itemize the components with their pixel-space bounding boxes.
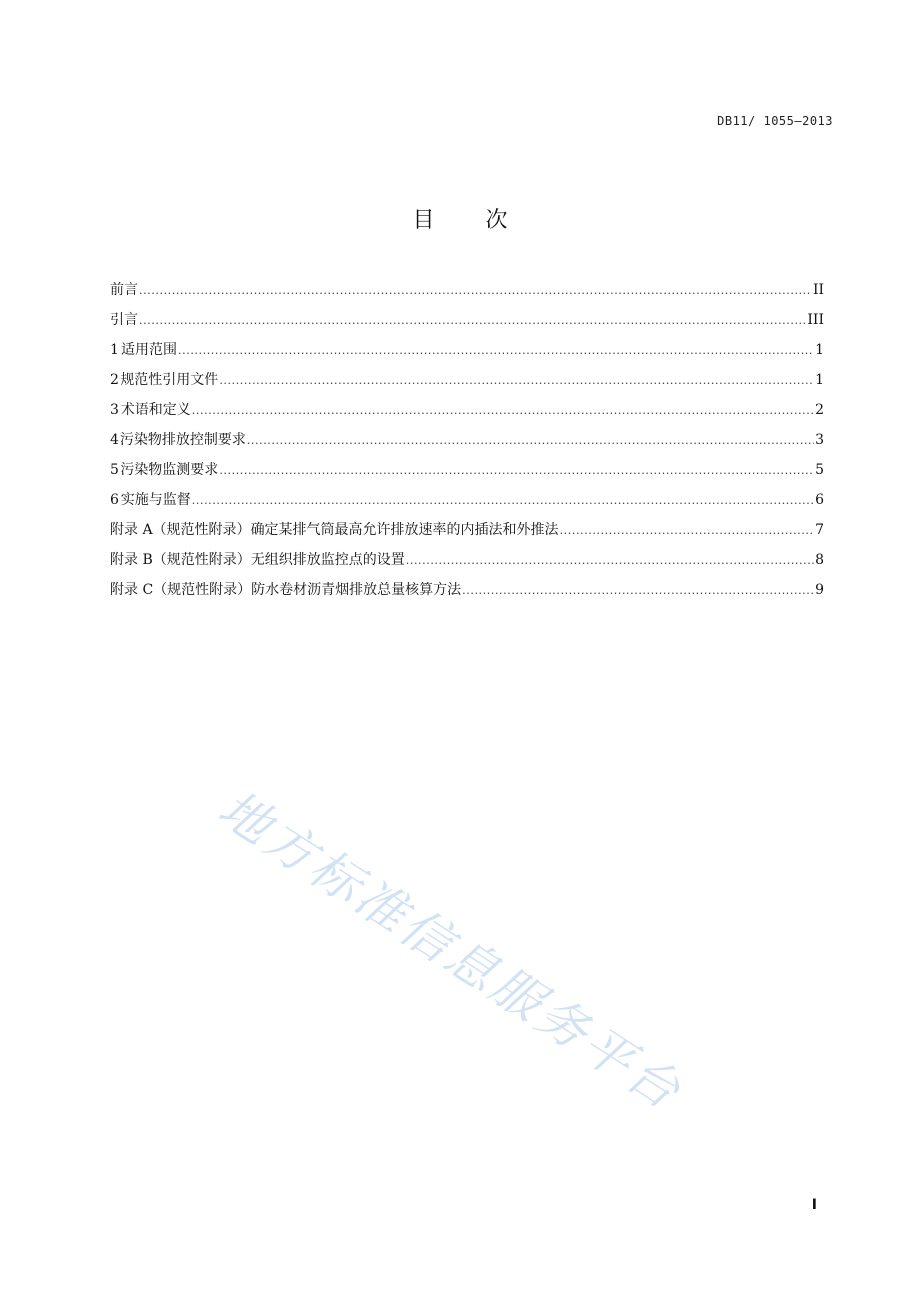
toc-leader-dots <box>192 490 814 512</box>
toc-entry-number: 6 <box>110 492 119 508</box>
toc-entry-text: 污染物监测要求 <box>120 462 219 478</box>
toc-entry-foreword[interactable] <box>110 279 824 309</box>
annex-label: 附录 A（规范性附录） <box>110 522 251 538</box>
toc-entry-page: 6 <box>815 492 824 508</box>
toc-entry-number: 3 <box>110 402 119 418</box>
toc-leader-dots <box>560 520 815 542</box>
toc-leader-dots <box>139 310 806 332</box>
page-number: I <box>811 1197 817 1213</box>
toc-entry-text: 防水卷材沥青烟排放总量核算方法 <box>251 582 462 598</box>
toc-entry-annex-c[interactable] <box>110 579 824 609</box>
toc-entry-text: 实施与监督 <box>120 492 191 508</box>
toc-entry-normative-references[interactable] <box>110 369 824 399</box>
toc-entry-page: 1 <box>815 372 824 388</box>
toc-entry-page: 2 <box>815 402 824 418</box>
toc-entry-text: 无组织排放监控点的设置 <box>250 552 405 568</box>
table-of-contents <box>110 279 824 609</box>
toc-entry-number: 1 <box>110 342 119 358</box>
toc-leader-dots <box>406 550 814 572</box>
toc-entry-page: 3 <box>815 432 824 448</box>
annex-label: 附录 C（规范性附录） <box>110 582 252 598</box>
toc-leader-dots <box>219 370 814 392</box>
toc-leader-dots <box>139 280 812 302</box>
toc-entry-scope[interactable] <box>110 339 824 369</box>
toc-entry-text: 引言 <box>110 312 138 328</box>
toc-entry-page: III <box>807 312 824 328</box>
toc-entry-annex-b[interactable] <box>110 549 824 579</box>
toc-entry-number: 2 <box>110 372 119 388</box>
toc-entry-number: 5 <box>110 462 119 478</box>
toc-title: 目 次 <box>412 208 530 233</box>
toc-entry-introduction[interactable] <box>110 309 824 339</box>
toc-entry-page: 9 <box>815 582 824 598</box>
standard-code: DB11/ 1055—2013 <box>717 114 833 128</box>
toc-entry-page: 1 <box>815 342 824 358</box>
toc-entry-page: 5 <box>815 462 824 478</box>
toc-entry-monitoring[interactable] <box>110 459 824 489</box>
annex-label: 附录 B（规范性附录） <box>110 552 251 568</box>
toc-entry-text: 术语和定义 <box>120 402 191 418</box>
watermark: 地方标准信息服务平台 <box>208 779 693 1122</box>
toc-entry-page: 8 <box>815 552 824 568</box>
toc-entry-page: 7 <box>815 522 824 538</box>
toc-leader-dots <box>247 430 814 452</box>
toc-entry-text: 前言 <box>110 282 138 298</box>
toc-leader-dots <box>192 400 814 422</box>
toc-entry-number: 4 <box>110 432 119 448</box>
toc-entry-emission-control[interactable] <box>110 429 824 459</box>
toc-entry-page: II <box>812 282 824 298</box>
toc-leader-dots <box>219 460 814 482</box>
toc-leader-dots <box>178 340 814 362</box>
toc-entry-text: 适用范围 <box>121 342 178 358</box>
toc-entry-text: 确定某排气筒最高允许排放速率的内插法和外推法 <box>250 522 559 538</box>
toc-entry-terms-definitions[interactable] <box>110 399 824 429</box>
toc-entry-text: 污染物排放控制要求 <box>119 432 246 448</box>
toc-leader-dots <box>462 580 814 602</box>
toc-entry-text: 规范性引用文件 <box>120 372 219 388</box>
toc-entry-implementation[interactable] <box>110 489 824 519</box>
toc-entry-annex-a[interactable] <box>110 519 824 549</box>
